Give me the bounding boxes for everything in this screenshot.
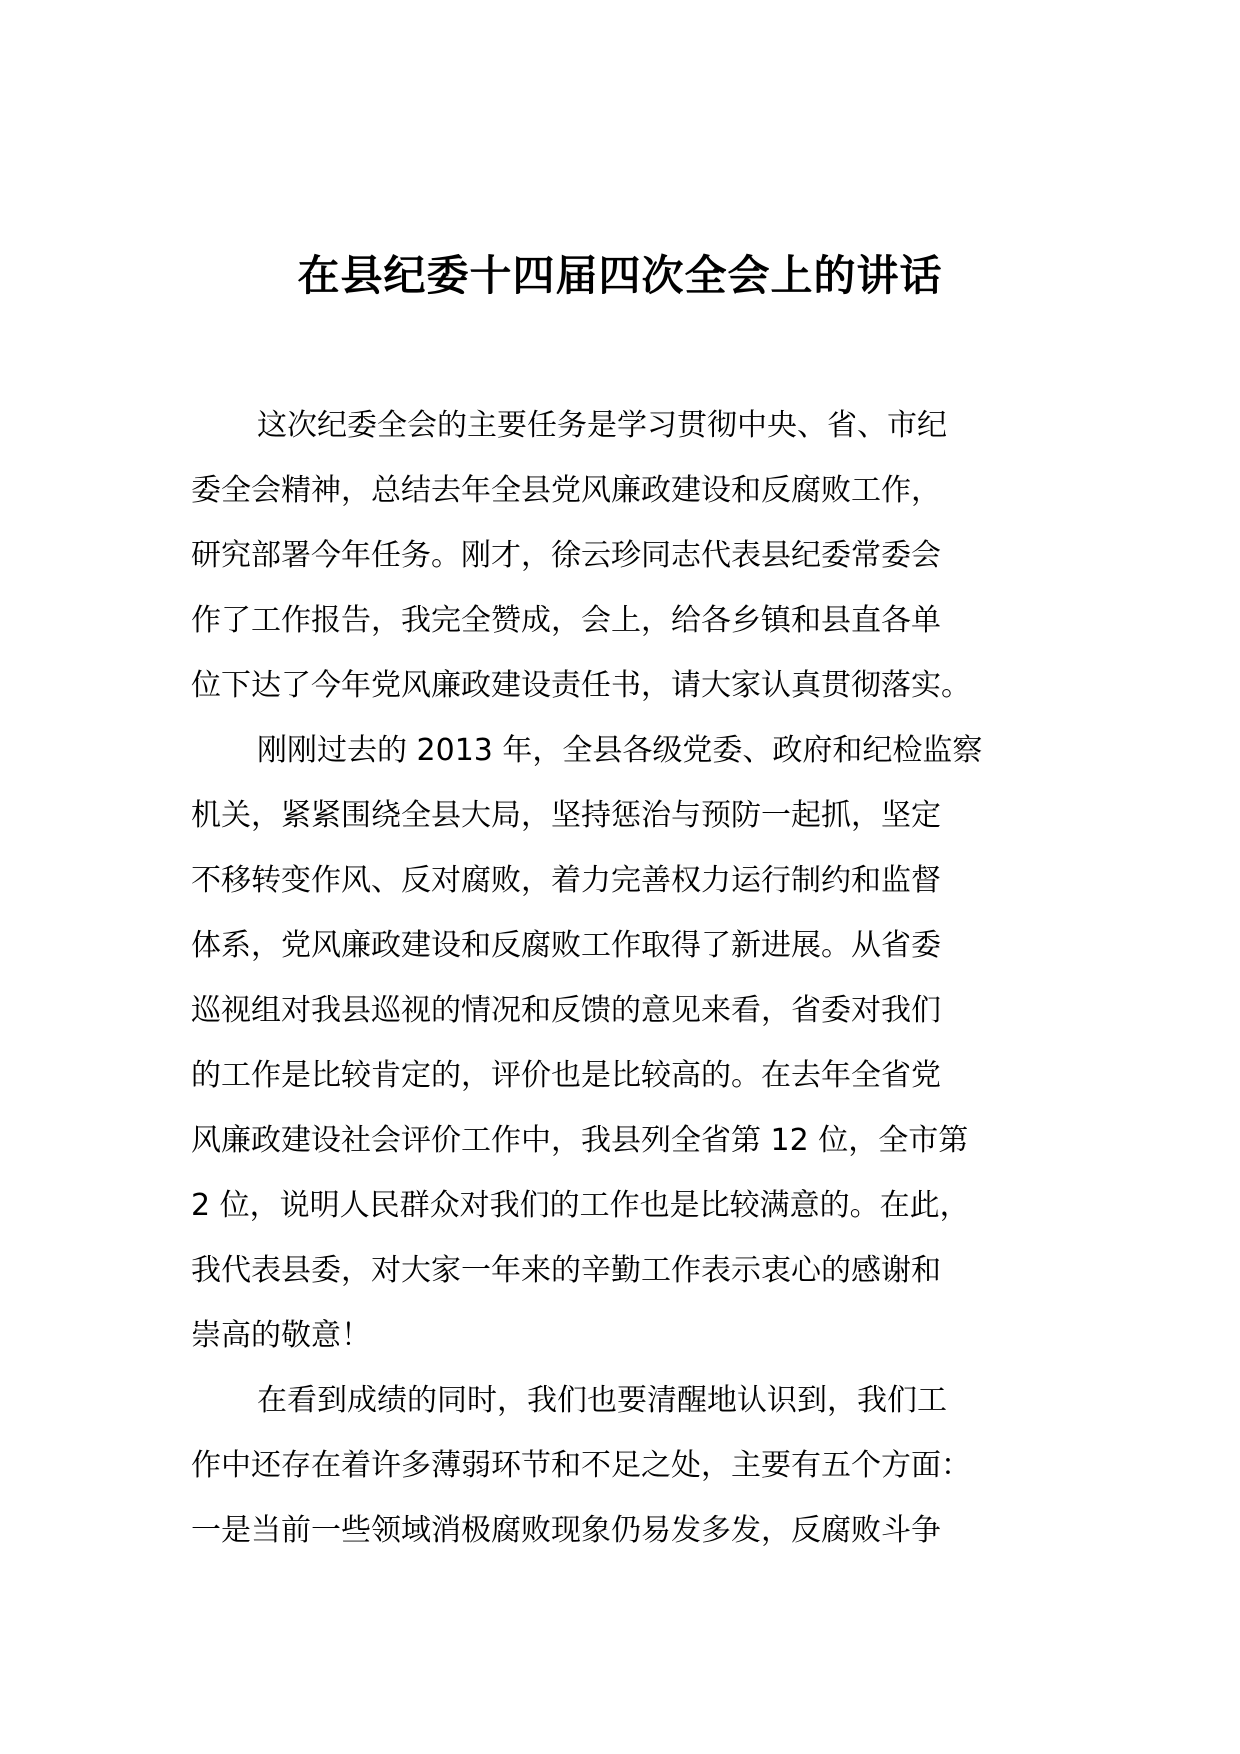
paragraph-line: 体系，党风廉政建设和反腐败工作取得了新进展。从省委 (191, 928, 941, 963)
paragraph-line: 一是当前一些领域消极腐败现象仍易发多发，反腐败斗争 (191, 1513, 941, 1548)
paragraph-line: 2 位，说明人民群众对我们的工作也是比较满意的。在此， (191, 1188, 970, 1223)
paragraph-line: 的工作是比较肯定的，评价也是比较高的。在去年全省党 (191, 1058, 941, 1093)
paragraph-line: 巡视组对我县巡视的情况和反馈的意见来看，省委对我们 (191, 993, 941, 1028)
paragraph-line: 委全会精神，总结去年全县党风廉政建设和反腐败工作， (191, 473, 941, 508)
paragraph-line: 作了工作报告，我完全赞成，会上，给各乡镇和县直各单 (191, 603, 941, 638)
paragraph-line: 机关，紧紧围绕全县大局，坚持惩治与预防一起抓，坚定 (191, 798, 941, 833)
paragraph-line: 这次纪委全会的主要任务是学习贯彻中央、省、市纪 (257, 408, 947, 443)
paragraph-line: 崇高的敬意！ (191, 1318, 371, 1353)
paragraph-line: 我代表县委，对大家一年来的辛勤工作表示衷心的感谢和 (191, 1253, 941, 1288)
paragraph-line: 作中还存在着许多薄弱环节和不足之处，主要有五个方面： (191, 1448, 971, 1483)
document-title: 在县纪委十四届四次全会上的讲话 (297, 251, 943, 300)
paragraph-line: 在看到成绩的同时，我们也要清醒地认识到，我们工 (257, 1383, 947, 1418)
paragraph-line: 不移转变作风、反对腐败，着力完善权力运行制约和监督 (191, 863, 941, 898)
paragraph-line: 研究部署今年任务。刚才，徐云珍同志代表县纪委常委会 (191, 538, 941, 573)
paragraph-line: 位下达了今年党风廉政建设责任书，请大家认真贯彻落实。 (191, 668, 971, 703)
paragraph-line: 刚刚过去的 2013 年，全县各级党委、政府和纪检监察 (257, 733, 983, 768)
paragraph-line: 风廉政建设社会评价工作中，我县列全省第 12 位，全市第 (191, 1123, 969, 1158)
